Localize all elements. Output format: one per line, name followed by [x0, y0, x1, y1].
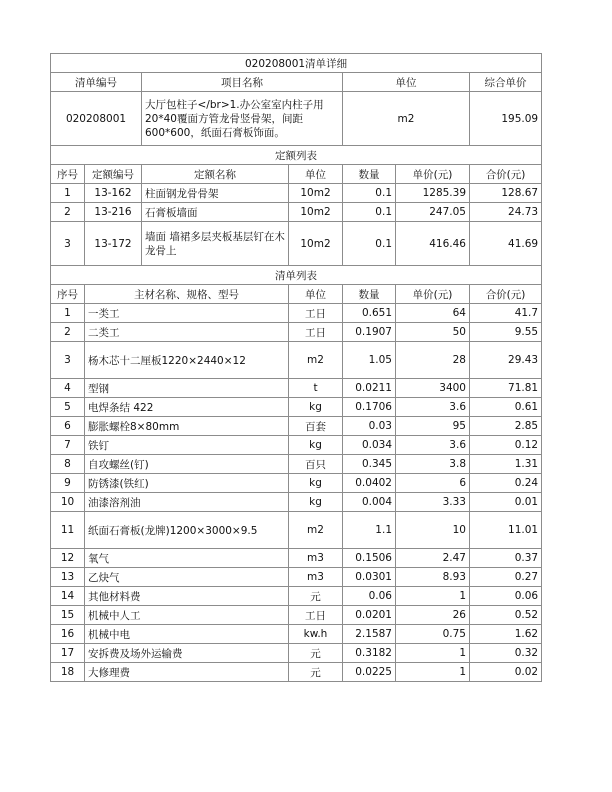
material-unit-price: 3.8 [396, 455, 470, 474]
material-seq: 7 [51, 436, 85, 455]
material-row [51, 455, 542, 474]
material-seq: 5 [51, 398, 85, 417]
material-seq: 9 [51, 474, 85, 493]
material-row [51, 304, 542, 323]
material-unit: kg [289, 493, 343, 512]
quota-seq: 2 [51, 203, 85, 222]
material-total: 29.43 [470, 342, 542, 379]
material-unit: 百只 [289, 455, 343, 474]
quota-col-seq: 序号 [51, 165, 85, 184]
quota-row [51, 222, 542, 266]
item-code: 020208001 [51, 92, 142, 146]
material-qty: 0.345 [343, 455, 396, 474]
material-name: 膨胀螺栓8×80mm [85, 417, 289, 436]
quota-total: 128.67 [470, 184, 542, 203]
material-unit: m3 [289, 549, 343, 568]
quota-name: 墙面 墙裙多层夹板基层钉在木龙骨上 [142, 222, 289, 266]
material-row [51, 436, 542, 455]
material-unit: 元 [289, 663, 343, 682]
material-total: 0.02 [470, 663, 542, 682]
material-qty: 1.05 [343, 342, 396, 379]
material-row [51, 512, 542, 549]
material-unit: m3 [289, 568, 343, 587]
material-row [51, 398, 542, 417]
quota-header-row [51, 165, 542, 184]
material-total: 41.7 [470, 304, 542, 323]
material-qty: 0.1506 [343, 549, 396, 568]
material-qty: 0.1907 [343, 323, 396, 342]
quota-unit-price: 416.46 [396, 222, 470, 266]
item-unit: m2 [343, 92, 470, 146]
header-code: 清单编号 [51, 73, 142, 92]
material-qty: 0.06 [343, 587, 396, 606]
material-qty: 0.1706 [343, 398, 396, 417]
material-name: 油漆溶剂油 [85, 493, 289, 512]
table-title: 020208001清单详细 [51, 54, 542, 73]
material-seq: 18 [51, 663, 85, 682]
material-total: 0.06 [470, 587, 542, 606]
material-name: 自攻螺丝(钉) [85, 455, 289, 474]
material-unit: 工日 [289, 304, 343, 323]
material-seq: 4 [51, 379, 85, 398]
material-qty: 0.0301 [343, 568, 396, 587]
quota-col-total: 合价(元) [470, 165, 542, 184]
quota-code: 13-162 [85, 184, 142, 203]
material-unit: t [289, 379, 343, 398]
quota-seq: 1 [51, 184, 85, 203]
material-qty: 0.3182 [343, 644, 396, 663]
material-unit: kw.h [289, 625, 343, 644]
materials-col-qty: 数量 [343, 285, 396, 304]
material-unit: m2 [289, 342, 343, 379]
material-row [51, 663, 542, 682]
material-total: 0.37 [470, 549, 542, 568]
material-unit-price: 3.6 [396, 436, 470, 455]
material-unit-price: 0.75 [396, 625, 470, 644]
material-qty: 0.0402 [343, 474, 396, 493]
material-row [51, 417, 542, 436]
material-total: 0.01 [470, 493, 542, 512]
material-name: 纸面石膏板(龙牌)1200×3000×9.5 [85, 512, 289, 549]
materials-col-unit: 单位 [289, 285, 343, 304]
material-name: 机械中电 [85, 625, 289, 644]
quota-col-qty: 数量 [343, 165, 396, 184]
material-row [51, 342, 542, 379]
material-seq: 12 [51, 549, 85, 568]
quota-col-name: 定额名称 [142, 165, 289, 184]
material-unit-price: 3400 [396, 379, 470, 398]
quota-seq: 3 [51, 222, 85, 266]
material-row [51, 493, 542, 512]
material-qty: 0.03 [343, 417, 396, 436]
materials-col-unit-price: 单价(元) [396, 285, 470, 304]
material-total: 71.81 [470, 379, 542, 398]
material-unit-price: 26 [396, 606, 470, 625]
material-seq: 6 [51, 417, 85, 436]
materials-col-name: 主材名称、规格、型号 [85, 285, 289, 304]
material-seq: 16 [51, 625, 85, 644]
quota-code: 13-172 [85, 222, 142, 266]
quota-qty: 0.1 [343, 222, 396, 266]
material-seq: 17 [51, 644, 85, 663]
materials-section-title: 清单列表 [51, 266, 542, 285]
material-name: 铁钉 [85, 436, 289, 455]
quota-qty: 0.1 [343, 203, 396, 222]
material-row [51, 474, 542, 493]
material-seq: 15 [51, 606, 85, 625]
material-name: 电焊条结 422 [85, 398, 289, 417]
material-unit-price: 6 [396, 474, 470, 493]
material-seq: 1 [51, 304, 85, 323]
material-seq: 11 [51, 512, 85, 549]
material-total: 0.32 [470, 644, 542, 663]
materials-col-total: 合价(元) [470, 285, 542, 304]
material-qty: 0.0211 [343, 379, 396, 398]
quota-qty: 0.1 [343, 184, 396, 203]
material-total: 1.62 [470, 625, 542, 644]
header-price: 综合单价 [470, 73, 542, 92]
material-total: 0.27 [470, 568, 542, 587]
quota-unit-price: 1285.39 [396, 184, 470, 203]
material-unit: m2 [289, 512, 343, 549]
quota-unit: 10m2 [289, 222, 343, 266]
material-seq: 3 [51, 342, 85, 379]
material-name: 安拆费及场外运输费 [85, 644, 289, 663]
materials-col-seq: 序号 [51, 285, 85, 304]
material-unit: kg [289, 398, 343, 417]
material-row [51, 549, 542, 568]
material-unit: 百套 [289, 417, 343, 436]
material-unit-price: 2.47 [396, 549, 470, 568]
material-unit-price: 8.93 [396, 568, 470, 587]
material-row [51, 568, 542, 587]
material-unit-price: 1 [396, 587, 470, 606]
material-unit-price: 28 [396, 342, 470, 379]
quota-unit: 10m2 [289, 184, 343, 203]
quota-col-unit: 单位 [289, 165, 343, 184]
quota-unit-price: 247.05 [396, 203, 470, 222]
quota-col-code: 定额编号 [85, 165, 142, 184]
quota-unit: 10m2 [289, 203, 343, 222]
quota-section-title: 定额列表 [51, 146, 542, 165]
material-qty: 0.651 [343, 304, 396, 323]
material-unit: 元 [289, 644, 343, 663]
material-row [51, 323, 542, 342]
material-name: 机械中人工 [85, 606, 289, 625]
material-qty: 0.0201 [343, 606, 396, 625]
material-unit: 元 [289, 587, 343, 606]
material-total: 0.61 [470, 398, 542, 417]
material-unit-price: 95 [396, 417, 470, 436]
material-name: 二类工 [85, 323, 289, 342]
material-row [51, 379, 542, 398]
material-seq: 13 [51, 568, 85, 587]
material-total: 0.24 [470, 474, 542, 493]
material-name: 型钢 [85, 379, 289, 398]
material-name: 其他材料费 [85, 587, 289, 606]
quota-code: 13-216 [85, 203, 142, 222]
bill-detail-table [50, 53, 542, 682]
quota-row [51, 203, 542, 222]
material-seq: 8 [51, 455, 85, 474]
material-total: 0.12 [470, 436, 542, 455]
material-qty: 0.034 [343, 436, 396, 455]
material-name: 杨木芯十二厘板1220×2440×12 [85, 342, 289, 379]
materials-header-row [51, 285, 542, 304]
material-unit-price: 50 [396, 323, 470, 342]
material-qty: 1.1 [343, 512, 396, 549]
material-unit: 工日 [289, 606, 343, 625]
material-total: 1.31 [470, 455, 542, 474]
material-seq: 2 [51, 323, 85, 342]
quota-name: 柱面钢龙骨骨架 [142, 184, 289, 203]
material-unit-price: 3.6 [396, 398, 470, 417]
material-row [51, 606, 542, 625]
material-name: 氧气 [85, 549, 289, 568]
material-row [51, 625, 542, 644]
material-seq: 14 [51, 587, 85, 606]
material-unit: kg [289, 436, 343, 455]
quota-row [51, 184, 542, 203]
header-unit: 单位 [343, 73, 470, 92]
material-name: 大修理费 [85, 663, 289, 682]
material-unit-price: 1 [396, 663, 470, 682]
material-qty: 0.004 [343, 493, 396, 512]
material-unit-price: 10 [396, 512, 470, 549]
material-name: 防锈漆(铁红) [85, 474, 289, 493]
item-name: 大厅包柱子</br>1.办公室室内柱子用20*40覆面方管龙骨竖骨架，间距600*600，纸面石膏板饰面。 [142, 92, 343, 146]
quota-total: 24.73 [470, 203, 542, 222]
item-price: 195.09 [470, 92, 542, 146]
quota-name: 石膏板墙面 [142, 203, 289, 222]
quota-total: 41.69 [470, 222, 542, 266]
material-unit: kg [289, 474, 343, 493]
material-total: 0.52 [470, 606, 542, 625]
quota-col-unit-price: 单价(元) [396, 165, 470, 184]
material-unit-price: 64 [396, 304, 470, 323]
material-total: 2.85 [470, 417, 542, 436]
material-total: 9.55 [470, 323, 542, 342]
material-name: 乙炔气 [85, 568, 289, 587]
material-qty: 2.1587 [343, 625, 396, 644]
material-unit: 工日 [289, 323, 343, 342]
material-qty: 0.0225 [343, 663, 396, 682]
material-row [51, 587, 542, 606]
material-total: 11.01 [470, 512, 542, 549]
material-seq: 10 [51, 493, 85, 512]
material-name: 一类工 [85, 304, 289, 323]
material-unit-price: 1 [396, 644, 470, 663]
header-name: 项目名称 [142, 73, 343, 92]
material-unit-price: 3.33 [396, 493, 470, 512]
material-row [51, 644, 542, 663]
